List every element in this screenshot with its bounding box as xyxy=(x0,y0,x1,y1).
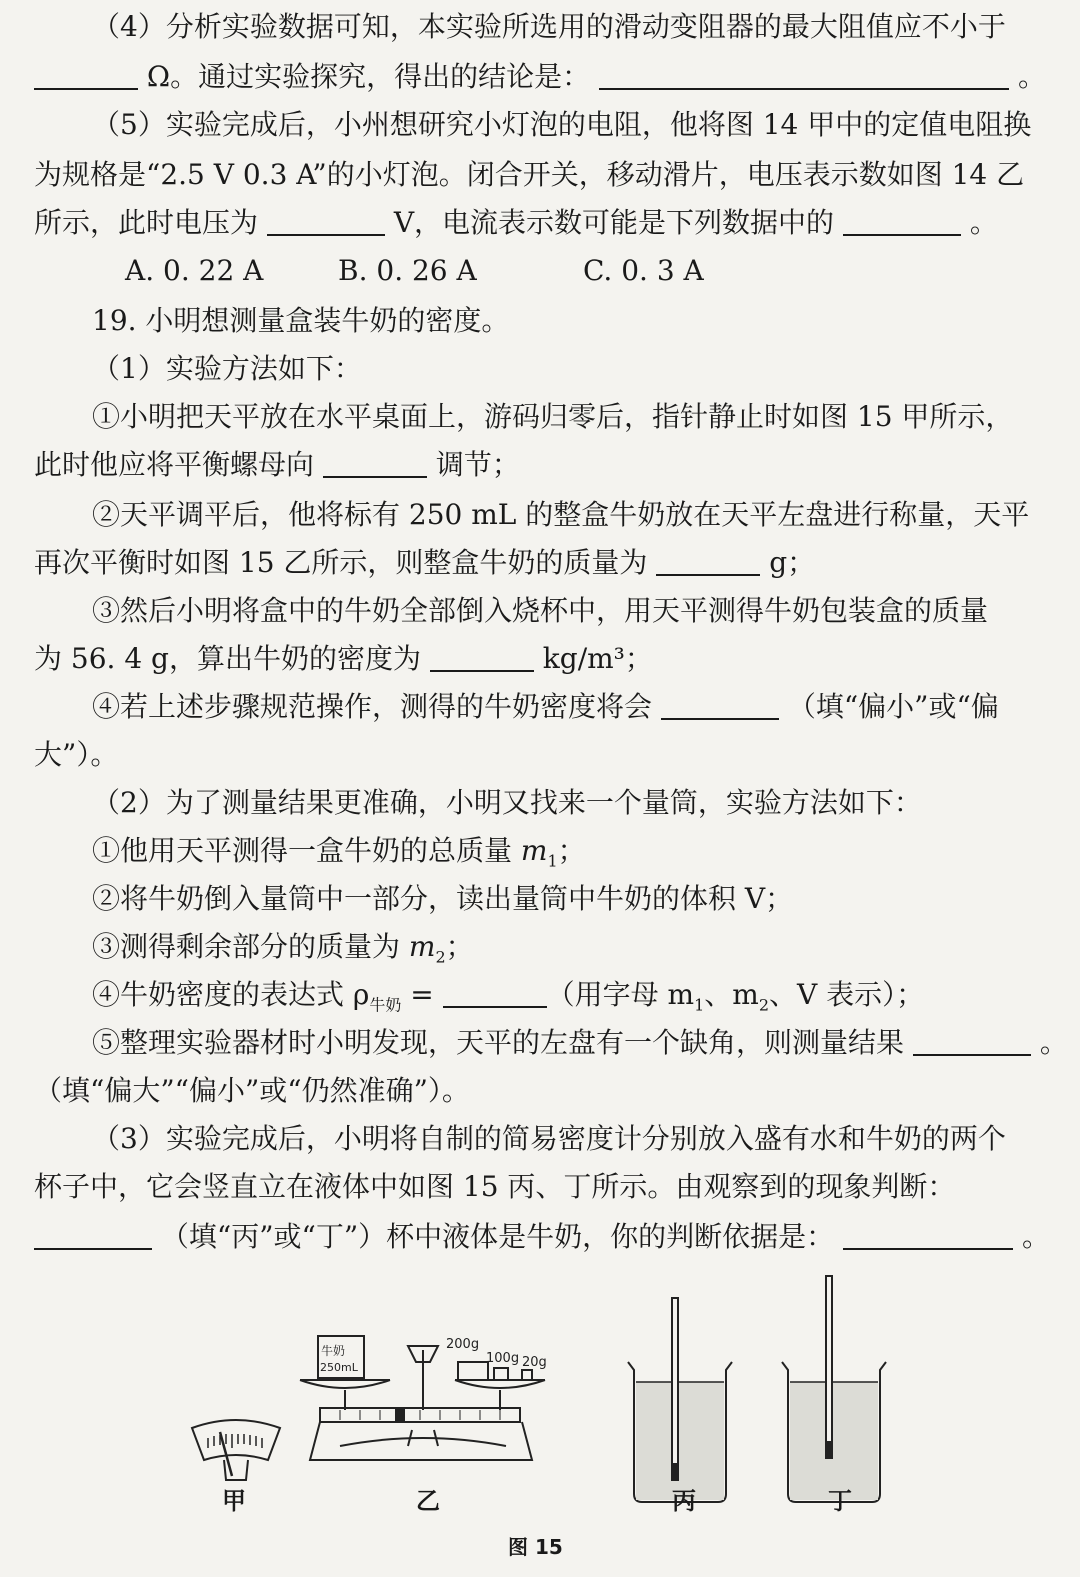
weight-100-label: 100g xyxy=(486,1351,520,1366)
answer-blank[interactable] xyxy=(34,54,138,90)
weight-20-label: 20g xyxy=(522,1355,547,1370)
text-line xyxy=(0,538,1080,588)
line-text: ①他用天平测得一盒牛奶的总质量 xyxy=(92,834,521,867)
answer-blank[interactable] xyxy=(34,1214,152,1250)
text-line xyxy=(0,730,1080,780)
line-text: （用字母 m xyxy=(546,978,695,1011)
text-line xyxy=(0,826,1080,876)
line-text: ④若上述步骤规范操作，测得的牛奶密度将会 xyxy=(92,690,653,723)
line-text: g； xyxy=(769,546,816,579)
text-line xyxy=(0,682,1080,732)
line-text: （1）实验方法如下： xyxy=(92,352,362,385)
answer-blank[interactable] xyxy=(843,200,961,236)
line-text: 。 xyxy=(1021,1220,1050,1253)
text-line xyxy=(0,1212,1080,1262)
line-text: kg/m³； xyxy=(542,642,653,675)
text-line xyxy=(0,150,1080,200)
line-text: 。 xyxy=(969,206,998,239)
line-text: ③测得剩余部分的质量为 xyxy=(92,930,409,963)
text-line xyxy=(0,344,1080,394)
text-line xyxy=(0,874,1080,924)
line-text: 、V 表示）； xyxy=(769,978,925,1011)
hydrometer-bing xyxy=(672,1298,678,1478)
text-line xyxy=(0,2,1080,52)
hydrometer-ding xyxy=(826,1276,832,1456)
liquid-ding xyxy=(790,1382,878,1500)
line-text: 再次平衡时如图 15 乙所示，则整盒牛奶的质量为 xyxy=(34,546,648,579)
line-text: 此时他应将平衡螺母向 xyxy=(34,448,315,481)
weight-200g xyxy=(458,1362,488,1380)
line-text: （5）实验完成后，小州想研究小灯泡的电阻，他将图 14 甲中的定值电阻换 xyxy=(92,108,1032,141)
answer-blank[interactable] xyxy=(323,442,427,478)
text-line xyxy=(0,778,1080,828)
weight-100g xyxy=(494,1368,508,1380)
text-line xyxy=(0,634,1080,684)
text-line xyxy=(0,970,1080,1020)
milk-label: 牛奶 xyxy=(321,1344,346,1358)
text-line xyxy=(0,296,1080,346)
text-line xyxy=(0,52,1080,102)
line-text: 为规格是“2.5 V 0.3 A”的小灯泡。闭合开关，移动滑片，电压表示数如图 14 乙 xyxy=(34,158,1025,191)
line-text: ⑤整理实验器材时小明发现，天平的左盘有一个缺角，则测量结果 xyxy=(92,1026,905,1059)
figure-drawing xyxy=(0,1270,1080,1577)
text-line xyxy=(0,440,1080,490)
text-line xyxy=(0,490,1080,540)
label-yi: 乙 xyxy=(416,1487,440,1515)
weight-200-label: 200g xyxy=(446,1337,480,1352)
symbol-m: m xyxy=(520,834,548,867)
symbol-m: m xyxy=(408,930,436,963)
answer-blank[interactable] xyxy=(267,200,385,236)
line-text: ； xyxy=(557,834,586,867)
line-text: ①小明把天平放在水平桌面上，游码归零后，指针静止时如图 15 甲所示， xyxy=(92,400,1014,433)
text-line xyxy=(0,922,1080,972)
figure-caption: 图 15 xyxy=(508,1535,563,1559)
label-bing: 丙 xyxy=(672,1487,696,1515)
line-text: 大”）。 xyxy=(34,738,119,771)
figure-15 xyxy=(0,1270,1080,1577)
milk-volume-label: 250mL xyxy=(320,1361,358,1374)
answer-blank[interactable] xyxy=(443,972,547,1008)
answer-blank[interactable] xyxy=(656,540,760,576)
line-text: = xyxy=(401,978,443,1011)
line-text: 。 xyxy=(1039,1026,1068,1059)
text-line xyxy=(0,1018,1080,1068)
subscript: 2 xyxy=(758,995,770,1015)
line-text: 为 56. 4 g，算出牛奶的密度为 xyxy=(34,642,421,675)
line-text: ； xyxy=(445,930,474,963)
line-text: V，电流表示数可能是下列数据中的 xyxy=(393,206,835,239)
option-a: A. 0. 22 A xyxy=(125,254,264,287)
line-text: ④牛奶密度的表达式 ρ xyxy=(92,978,370,1011)
text-line xyxy=(0,1114,1080,1164)
label-jia: 甲 xyxy=(222,1487,246,1515)
line-text: 、m xyxy=(704,978,759,1011)
line-text: 杯子中，它会竖直立在液体中如图 15 丙、丁所示。由观察到的现象判断： xyxy=(34,1170,956,1203)
text-line xyxy=(0,198,1080,248)
line-text: 调节； xyxy=(435,448,520,481)
line-text: （2）为了测量结果更准确，小明又找来一个量筒，实验方法如下： xyxy=(92,786,922,819)
beaker-bing xyxy=(628,1298,732,1502)
line-text: ②天平调平后，他将标有 250 mL 的整盒牛奶放在天平左盘进行称量，天平 xyxy=(92,498,1030,531)
option-b: B. 0. 26 A xyxy=(338,254,477,287)
subscript: 1 xyxy=(694,995,705,1015)
answer-blank[interactable] xyxy=(430,636,534,672)
beaker-ding xyxy=(782,1276,886,1502)
text-line xyxy=(0,1066,1080,1116)
line-text: 所示，此时电压为 xyxy=(34,206,259,239)
text-line xyxy=(0,1162,1080,1212)
line-text: Ω。通过实验探究，得出的结论是： xyxy=(146,60,591,93)
weight-20g xyxy=(522,1370,532,1380)
answer-blank[interactable] xyxy=(913,1020,1031,1056)
text-line xyxy=(0,100,1080,150)
label-ding: 丁 xyxy=(828,1487,852,1515)
line-text: ②将牛奶倒入量筒中一部分，读出量筒中牛奶的体积 V； xyxy=(92,882,794,915)
subscript: 2 xyxy=(435,947,446,967)
balance-pointer-scale xyxy=(192,1420,280,1480)
option-c: C. 0. 3 A xyxy=(583,254,704,287)
subscript: 1 xyxy=(547,851,558,871)
question-title: 19. 小明想测量盒装牛奶的密度。 xyxy=(92,304,510,337)
rider xyxy=(396,1408,404,1422)
answer-blank[interactable] xyxy=(599,54,1009,90)
text-line xyxy=(0,392,1080,442)
answer-blank[interactable] xyxy=(843,1214,1013,1250)
line-text: （填“偏小”或“偏 xyxy=(787,690,999,723)
subscript: 牛奶 xyxy=(369,995,402,1015)
line-text: （填“丙”或“丁”）杯中液体是牛奶，你的判断依据是： xyxy=(160,1220,835,1253)
line-text: （3）实验完成后，小明将自制的简易密度计分别放入盛有水和牛奶的两个 xyxy=(92,1122,1006,1155)
answer-blank[interactable] xyxy=(661,684,779,720)
text-line xyxy=(0,586,1080,636)
line-text: ③然后小明将盒中的牛奶全部倒入烧杯中，用天平测得牛奶包装盒的质量 xyxy=(92,594,989,627)
liquid-bing xyxy=(636,1382,724,1500)
line-text: （填“偏大”“偏小”或“仍然准确”）。 xyxy=(34,1074,470,1107)
line-text: （4）分析实验数据可知，本实验所选用的滑动变阻器的最大阻值应不小于 xyxy=(92,10,1006,43)
line-text: 。 xyxy=(1017,60,1046,93)
options-line xyxy=(0,246,1080,296)
